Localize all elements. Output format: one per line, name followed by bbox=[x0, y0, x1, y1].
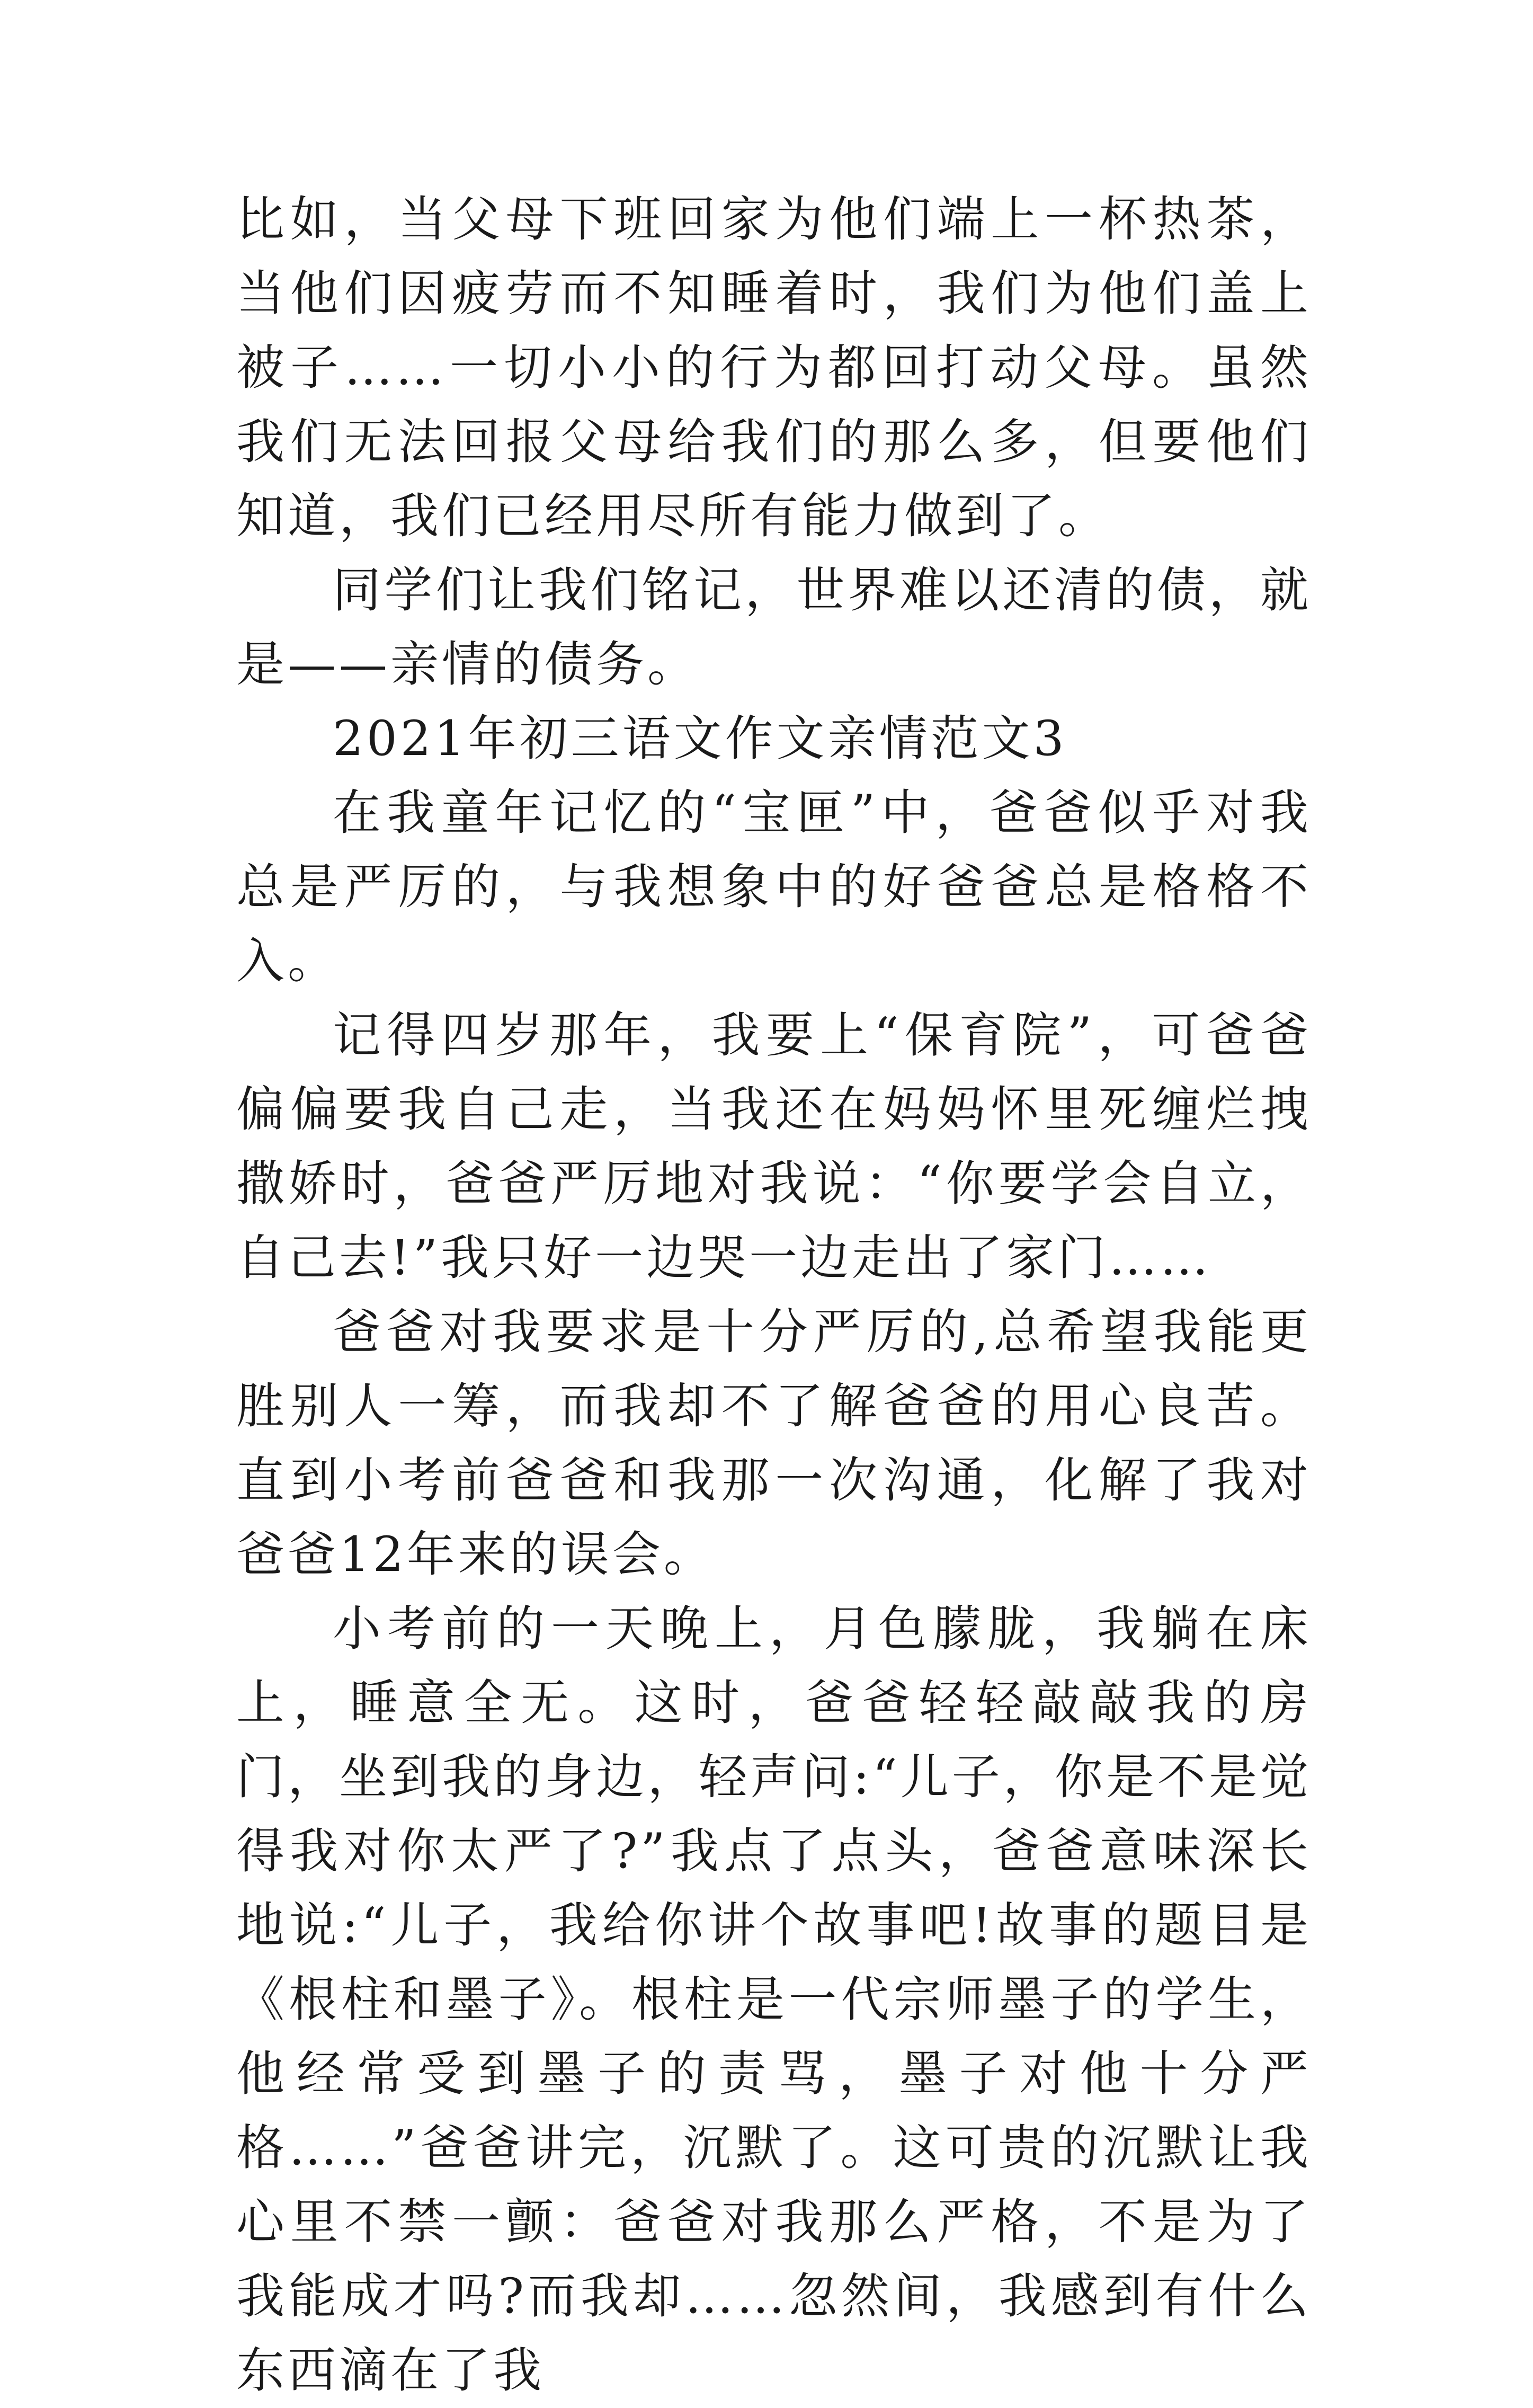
document-body bbox=[236, 183, 1312, 2408]
paragraph-5: 爸爸对我要求是十分严厉的,总希望我能更胜别人一筹，而我却不了解爸爸的用心良苦。直到小考前爸爸和我那一次沟通，化解了我对爸爸12年来的误会。 bbox=[236, 1304, 1312, 1583]
paragraph-3: 在我童年记忆的“宝匣”中，爸爸似乎对我总是严厉的，与我想象中的好爸爸总是格格不入。 bbox=[236, 785, 1312, 989]
paragraph-6: 小考前的一天晚上，月色朦胧，我躺在床上，睡意全无。这时，爸爸轻轻敲敲我的房门，坐到我的身边，轻声问:“儿子，你是不是觉得我对你太严了?”我点了点头，爸爸意味深长地说:“儿子，我给你讲个故事吧!故事的题目是《根柱和墨子》。根柱是一代宗师墨子的学生，他经常受到墨子的责骂，墨子对他十分严格……”爸爸讲完，沉默了。这可贵的沉默让我心里不禁一颤：爸爸对我那么严格，不是为了我能成才吗?而我却……忽然间，我感到有什么东西滴在了我 bbox=[236, 1601, 1312, 2398]
paragraph-4: 记得四岁那年，我要上“保育院”，可爸爸偏偏要我自己走，当我还在妈妈怀里死缠烂拽撒娇时，爸爸严厉地对我说：“你要学会自立，自己去!”我只好一边哭一边走出了家门…… bbox=[236, 1008, 1312, 1286]
section-heading: 2021年初三语文作文亲情范文3 bbox=[333, 711, 1067, 767]
paragraph-2: 同学们让我们铭记，世界难以还清的债，就是——亲情的债务。 bbox=[236, 563, 1312, 692]
paragraph-1: 比如，当父母下班回家为他们端上一杯热茶，当他们因疲劳而不知睡着时，我们为他们盖上被子……一切小小的行为都回打动父母。虽然我们无法回报父母给我们的那么多，但要他们知道，我们已经用尽所有能力做到了。 bbox=[236, 192, 1312, 544]
